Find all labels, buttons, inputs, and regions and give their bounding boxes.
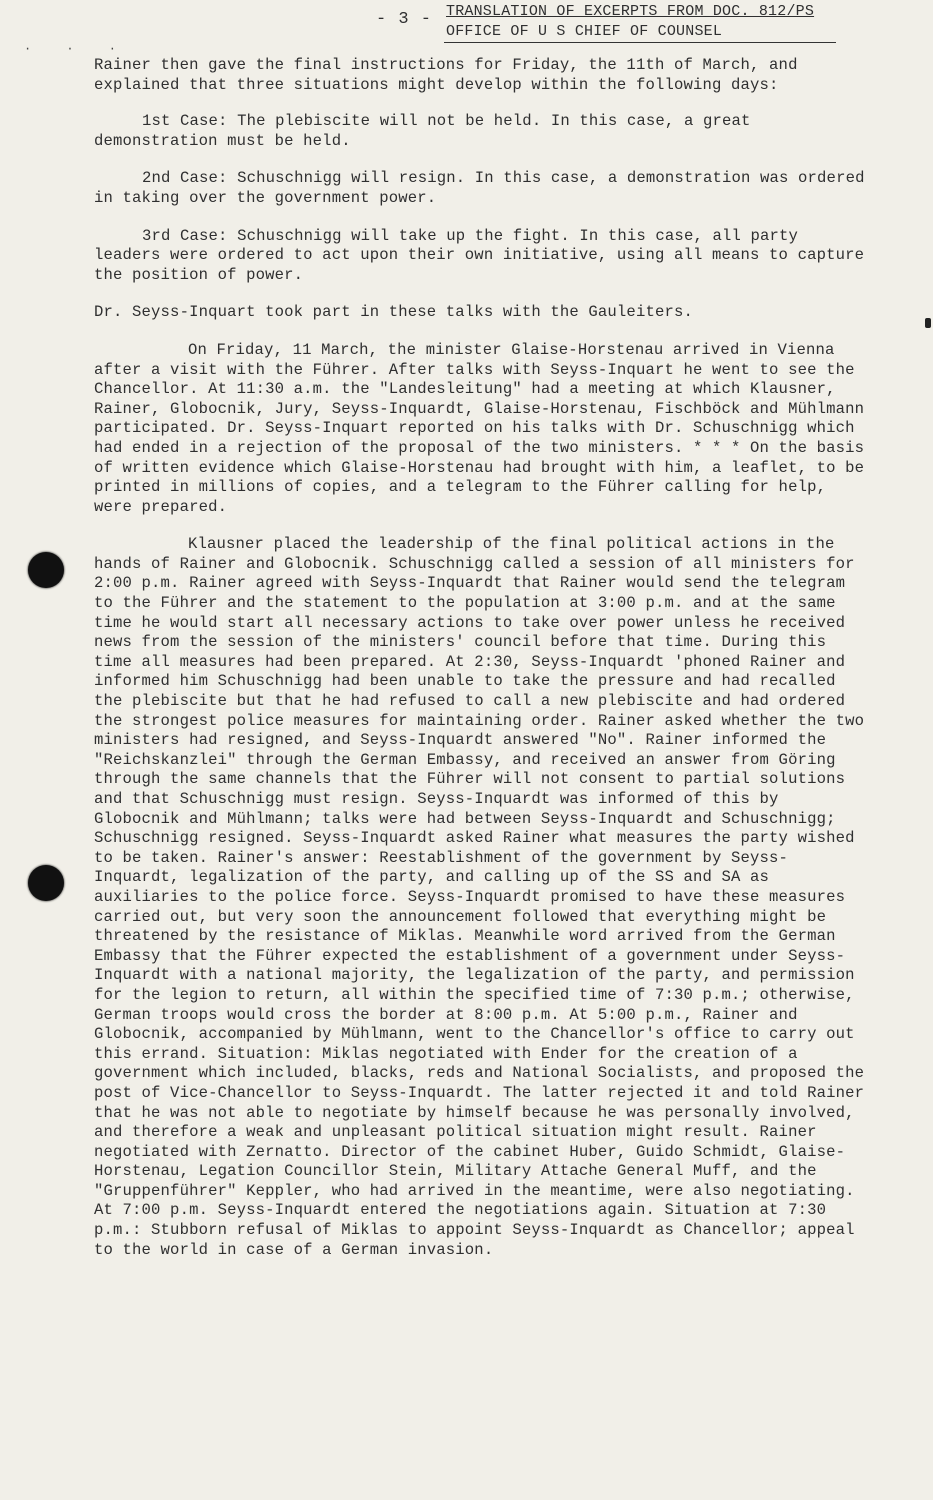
header-title-line1: TRANSLATION OF EXCERPTS FROM DOC. 812/PS	[446, 3, 815, 20]
paragraph-gauleiters: Dr. Seyss-Inquart took part in these talks with the Gauleiters.	[94, 303, 693, 322]
document-body	[94, 56, 875, 1260]
scan-specks: · · ·	[24, 42, 131, 56]
header-title-line2: OFFICE OF U S CHIEF OF COUNSEL	[446, 23, 723, 40]
header-rule	[444, 42, 836, 43]
page-header	[376, 2, 836, 46]
edge-mark	[925, 318, 931, 328]
paragraph-case-1: 1st Case: The plebiscite will not be held. In this case, a great demonstration must be held.	[94, 112, 761, 150]
page-number: - 3 -	[376, 10, 433, 29]
header-title-block	[446, 2, 814, 42]
paragraph-klausner: Klausner placed the leadership of the final political actions in the hands of Rainer and Globocnik. Schuschnigg called a session of all ministers for 2:00 p.m. Rainer agreed with Seyss-Inquardt that Rainer would send the telegram to the Führer and the statement to the population at 3:00 p.m. and at the same time he would start all necessary actions to take over power unless he received news from the session of the ministers' council before that time. During this time all measures had been prepared. At 2:30, Seyss-Inquardt 'phoned Rainer and informed him Schuschnigg had been unable to take the pressure and had recalled the plebiscite but that he had refused to call a new plebiscite and had ordered the strongest police measures for maintaining order. Rainer asked whether the two ministers had resigned, and Seyss-Inquardt answered "No". Rainer informed the "Reichskanzlei" through the German Embassy, and received an answer from Göring through the same channels that the Führer will not consent to partial solutions and that Schuschnigg must resign. Seyss-Inquardt was informed of this by Globocnik and Mühlmann; talks were had between Seyss-Inquardt and Schuschnigg; Schuschnigg resigned. Seyss-Inquardt asked Rainer what measures the party wished to be taken. Rainer's answer: Reestablishment of the government by Seyss-Inquardt, legalization of the party, and calling up of the SS and SA as auxiliaries to the police force. Seyss-Inquardt promised to have these measures carried out, but very soon the announcement followed that everything might be threatened by the resistance of Miklas. Meanwhile word arrived from the German Embassy that the Führer expected the establishment of a government under Seyss-Inquardt with a national majority, the legalization of the party, and permission for the legion to return, all within the specified time of 7:30 p.m.; otherwise, German troops would cross the border at 8:00 p.m. At 5:00 p.m., Rainer and Globocnik, accompanied by Mühlmann, went to the Chancellor's office to carry out this errand. Situation: Miklas negotiated with Ender for the creation of a government which included, blacks, reds and National Socialists, and proposed the post of Vice-Chancellor to Seyss-Inquardt. The latter rejected it and told Rainer that he was not able to negotiate by himself because he was personally involved, and therefore a weak and unpleasant political situation might result. Rainer negotiated with Zernatto. Director of the cabinet Huber, Guido Schmidt, Glaise-Horstenau, Legation Councillor Stein, Military Attache General Muff, and the "Gruppenführer" Keppler, who had arrived in the meantime, were also negotiating. At 7:00 p.m. Seyss-Inquardt entered the negotiations again. Situation at 7:30 p.m.: Stubborn refusal of Miklas to appoint Seyss-Inquardt as Chancellor; appeal to the world in case of a German invasion.	[94, 535, 874, 1259]
punch-hole-lower	[28, 865, 64, 901]
paragraph-friday: On Friday, 11 March, the minister Glaise-Horstenau arrived in Vienna after a visit with the Führer. After talks with Seyss-Inquart he went to see the Chancellor. At 11:30 a.m. the "Landesleitung" had a meeting at which Klausner, Rainer, Globocnik, Jury, Seyss-Inquardt, Glaise-Horstenau, Fischböck and Mühlmann participated. Dr. Seyss-Inquart reported on his talks with Dr. Schuschnigg which had ended in a rejection of the proposal of the two ministers. * * * On the basis of written evidence which Glaise-Horstenau had brought with him, a leaflet, to be printed in millions of copies, and a telegram to the Führer calling for help, were prepared.	[94, 340, 874, 516]
paragraph-case-2: 2nd Case: Schuschnigg will resign. In this case, a demonstration was ordered in taking over the government power.	[94, 169, 875, 207]
punch-hole-upper	[28, 552, 64, 588]
paragraph-intro: Rainer then gave the final instructions for Friday, the 11th of March, and explained that three situations might develop within the following days:	[94, 56, 808, 94]
paragraph-case-3: 3rd Case: Schuschnigg will take up the fight. In this case, all party leaders were ordered to act upon their own initiative, using all means to capture the position of power.	[94, 226, 874, 284]
